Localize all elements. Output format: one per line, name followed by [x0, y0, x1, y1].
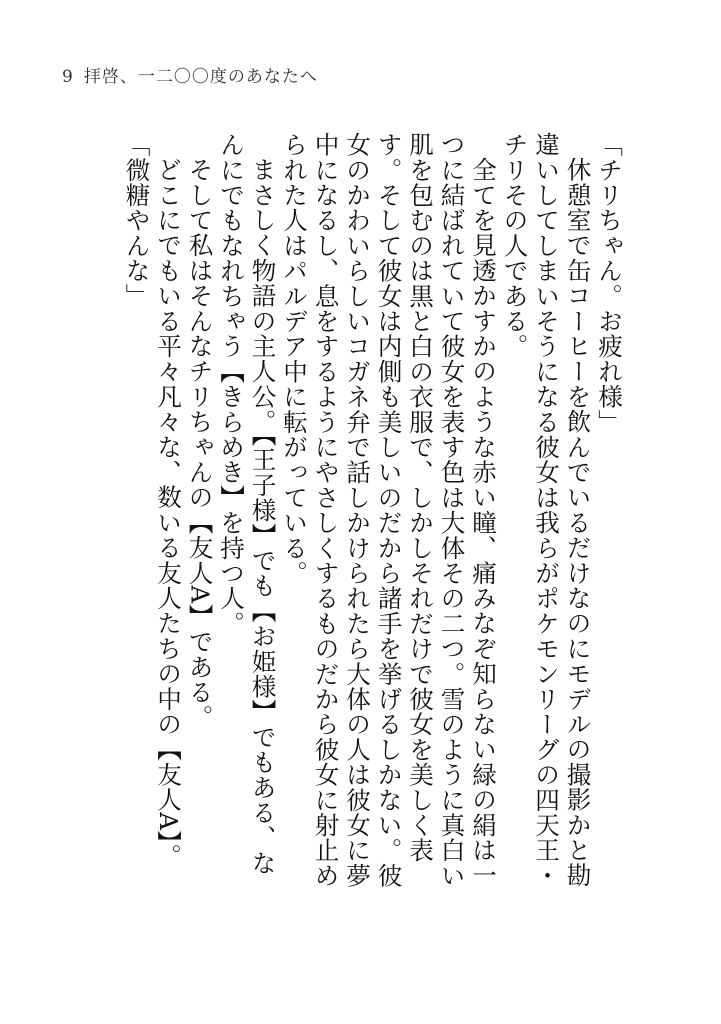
narrative-paragraph: 休憩室で缶コーヒーを飲んでいるだけなのにモデルの撮影かと勘違いしてしまいそうになる彼女は我らがポケモンリーグの四天王・チリその人である。	[500, 132, 593, 888]
vertical-text-body	[90, 132, 625, 892]
chapter-title: 拝啓、一二〇〇度のあなたへ	[83, 67, 318, 87]
running-header	[62, 62, 318, 87]
narrative-paragraph: 全てを見透かすかのような赤い瞳、痛みなぞ知らない緑の絹は一つに結ばれていて彼女を表す色は大体その二つ。雪のように真白い肌を包むのは黒と白の衣服で、しかしそれだけで彼女を美しく表す。そして彼女は内側も美しいのだから諸手を挙げるしかない。彼女のかわいらしいコガネ弁で話しかけられたら大体の人は彼女に夢中になるし、息をするようにやさしくするものだから彼女に射止められた人はパルデア中に転がっている。	[280, 132, 498, 888]
dialogue-line: 「微糖やんな」	[122, 132, 152, 309]
narrative-paragraph: どこにでもいる平々凡々な、数いる友人たちの中の【友人A】。	[154, 156, 183, 869]
narrative-paragraph: そして私はそんなチリちゃんの【友人A】である。	[185, 156, 215, 730]
dialogue-line: 「チリちゃん。お疲れ様」	[595, 132, 624, 435]
narrative-paragraph: まさしく物語の主人公。【王子様】でも【お姫様】でもある、なんにでもなれちゃう【きらめき】を持つ人。	[217, 132, 278, 876]
page-number: 9	[62, 67, 74, 87]
